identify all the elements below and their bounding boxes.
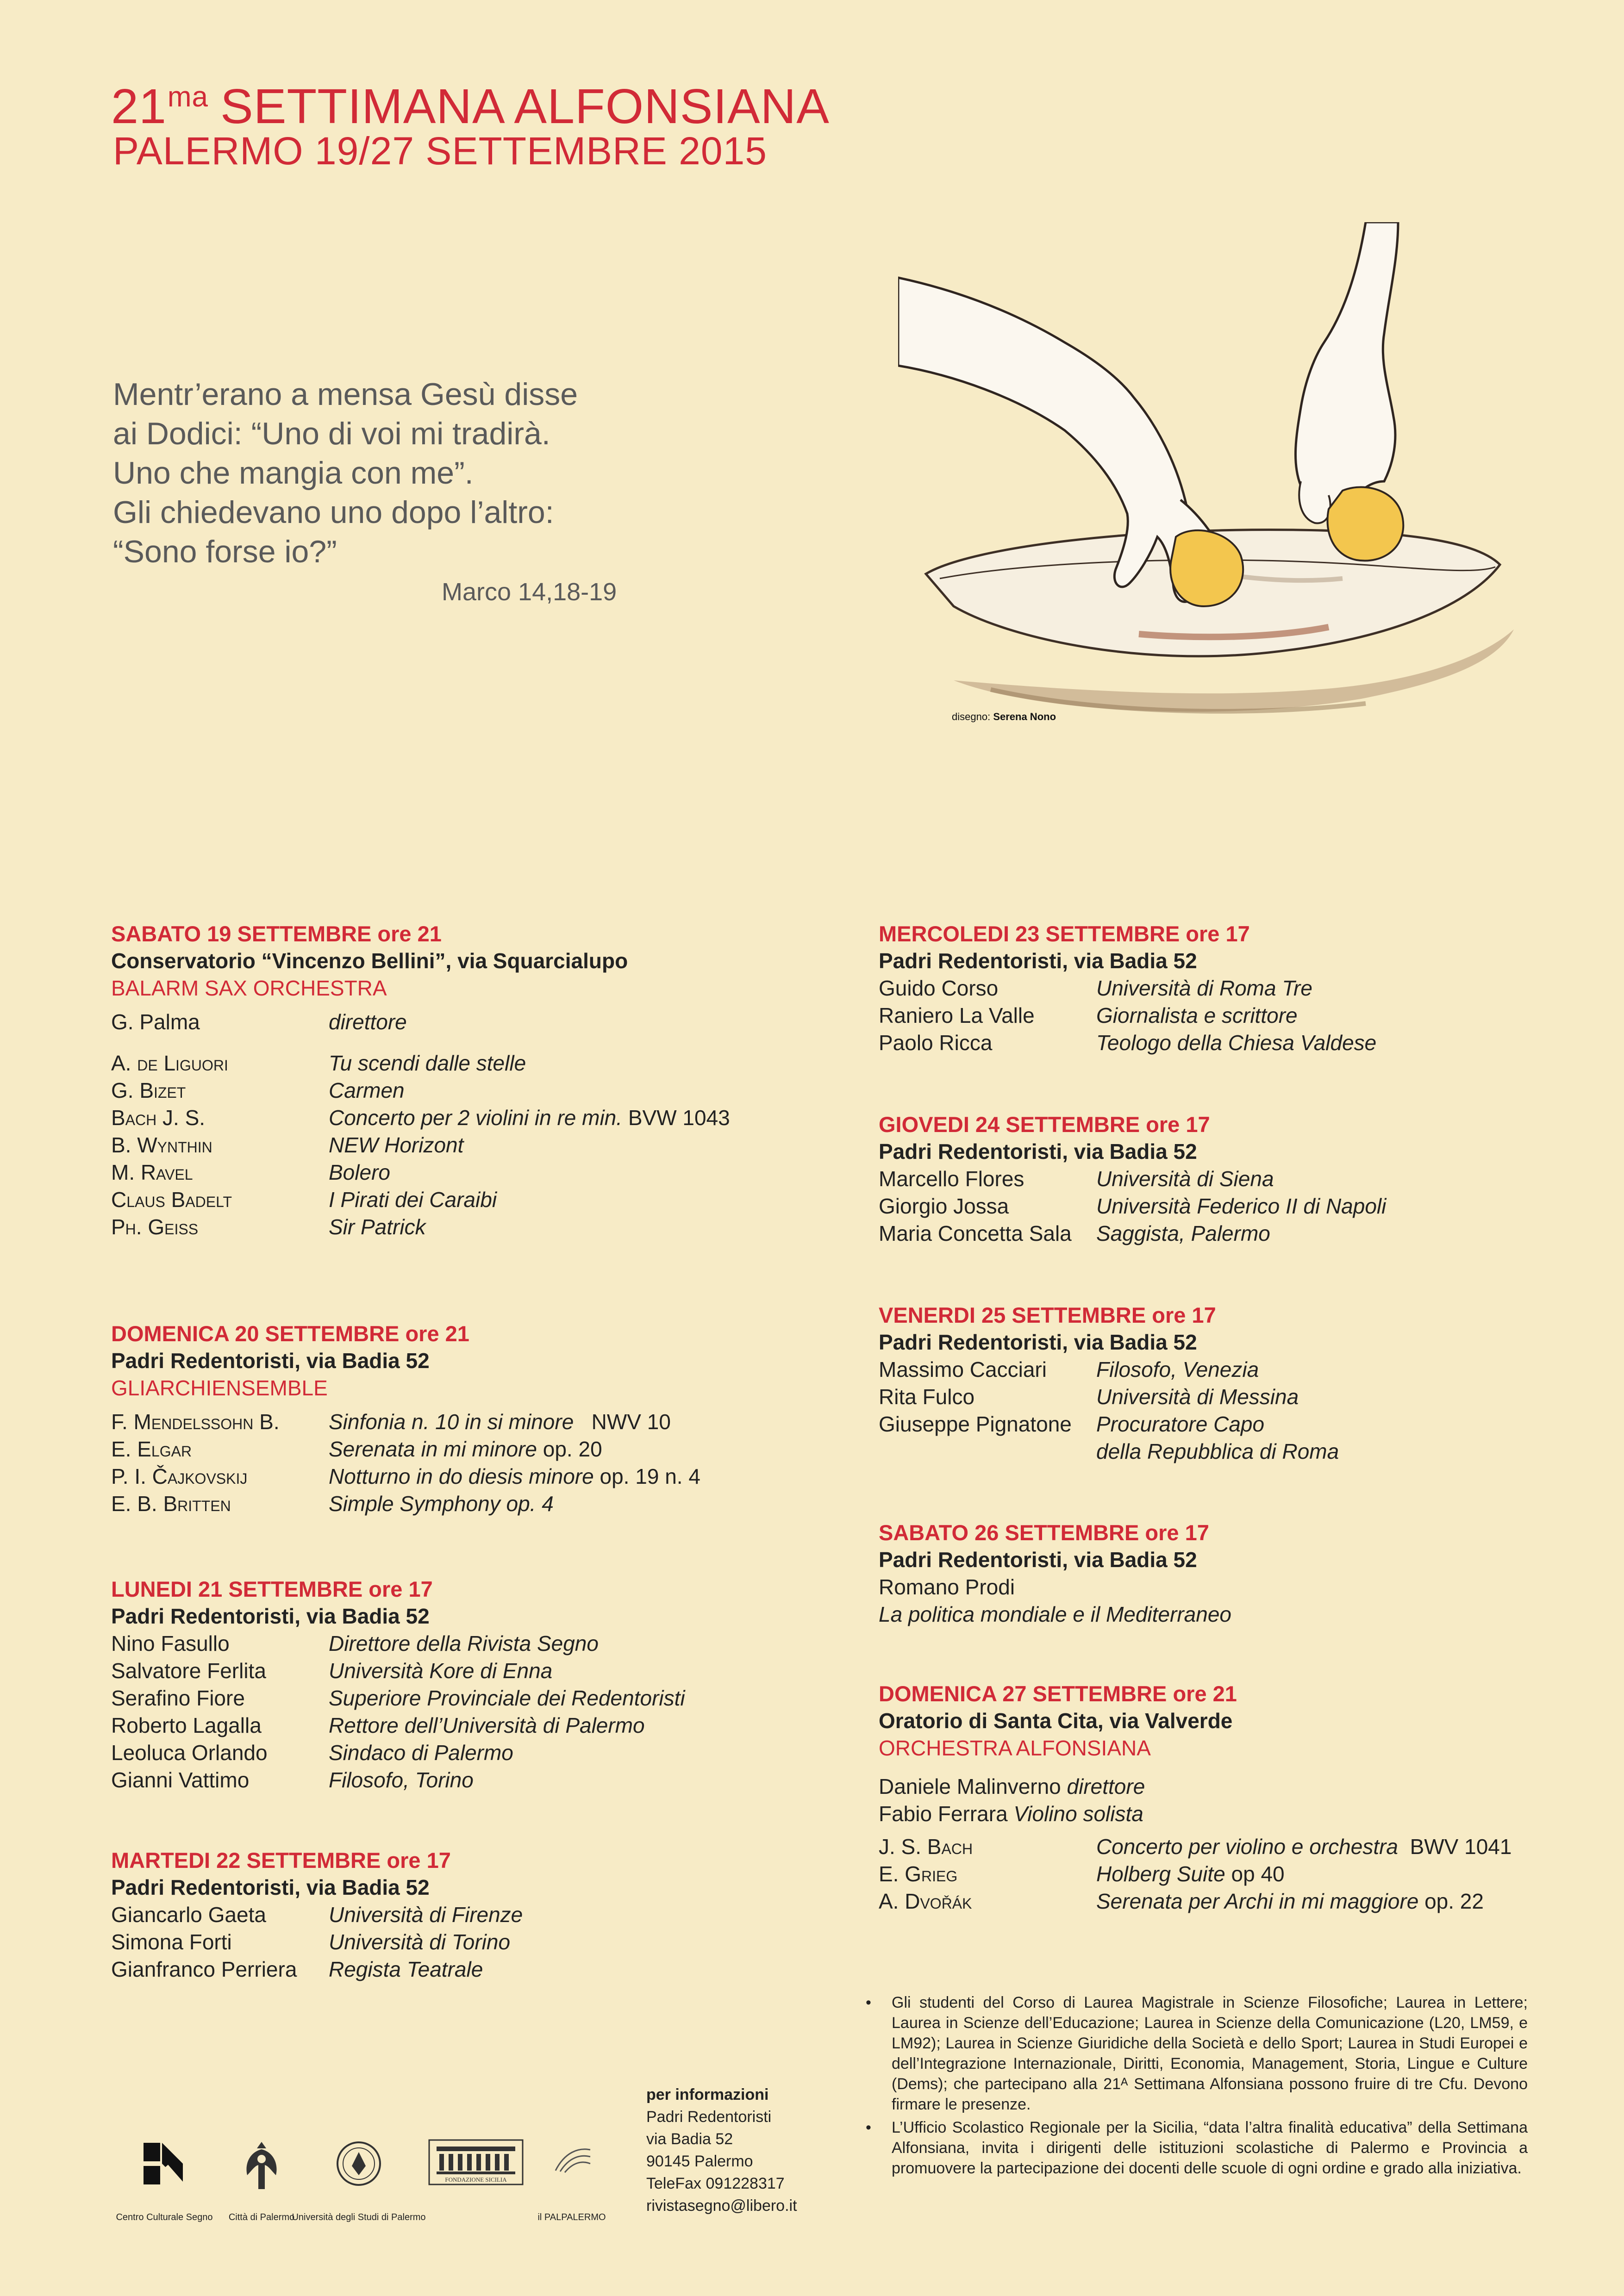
- catalog-number: op. 22: [1424, 1889, 1484, 1913]
- program-row: [111, 1463, 806, 1490]
- composer: Bach J. S.: [111, 1106, 206, 1130]
- event-venue: Padri Redentoristi, via Badia 52: [879, 1548, 1197, 1572]
- speaker-role: Superiore Provinciale dei Redentoristi: [329, 1686, 685, 1710]
- logo-unipa: [292, 2138, 426, 2222]
- director-row: [879, 1773, 1573, 1800]
- ensemble-name: BALARM SAX ORCHESTRA: [111, 976, 387, 1000]
- catalog-number: NWV 10: [591, 1410, 671, 1434]
- composer: Ph. Geiss: [111, 1215, 199, 1239]
- speaker-role: della Repubblica di Roma: [1096, 1439, 1339, 1463]
- speaker-role: Regista Teatrale: [329, 1957, 483, 1981]
- contact-heading: per informazioni: [646, 2086, 769, 2103]
- speaker-row: [879, 1383, 1573, 1411]
- palpalermo-icon: [546, 2138, 597, 2189]
- quote-line: “Sono forse io?”: [113, 534, 337, 569]
- speaker-role: Università di Messina: [1096, 1385, 1299, 1409]
- composer: A. de Liguori: [111, 1051, 228, 1075]
- speaker-name: Giuseppe Pignatone: [879, 1412, 1072, 1436]
- logo-caption: il PALPALERMO: [537, 2212, 606, 2222]
- credit-name: Serena Nono: [993, 711, 1056, 722]
- logo-wordmark: FONDAZIONE SICILIA: [445, 2176, 507, 2183]
- bullet-icon: •: [866, 2119, 871, 2136]
- speaker-role: Teologo della Chiesa Valdese: [1096, 1031, 1377, 1055]
- event-day: SABATO 26 SETTEMBRE ore 17: [879, 1520, 1209, 1545]
- event-venue: Padri Redentoristi, via Badia 52: [879, 1330, 1197, 1354]
- footnote: [866, 1992, 1528, 2115]
- director-role: direttore: [1067, 1774, 1145, 1798]
- speaker-role: Filosofo, Torino: [329, 1768, 474, 1792]
- work-title: Serenata per Archi in mi maggiore: [1096, 1889, 1419, 1913]
- contact-line: TeleFax 091228317: [646, 2175, 785, 2192]
- composer: A. Dvořák: [879, 1889, 972, 1913]
- logo-caption: Città di Palermo: [228, 2212, 295, 2222]
- event-venue: Padri Redentoristi, via Badia 52: [111, 1875, 430, 1899]
- work-title: Serenata in mi minore: [329, 1437, 537, 1461]
- program-row: [111, 1490, 806, 1518]
- event-venue: Conservatorio “Vincenzo Bellini”, via Squarcialupo: [111, 949, 628, 973]
- work-title: Notturno in do diesis minore: [329, 1464, 594, 1488]
- work-title: Concerto per violino e orchestra: [1096, 1835, 1398, 1859]
- director-row: [111, 1008, 806, 1036]
- logo-caption: Università degli Studi di Palermo: [292, 2212, 426, 2222]
- speaker-name: Paolo Ricca: [879, 1031, 993, 1055]
- hands-bowl-drawing: [898, 222, 1555, 736]
- logo-palermo: [222, 2138, 301, 2222]
- work: [1096, 1833, 1512, 1860]
- event-day: LUNEDI 21 SETTEMBRE ore 17: [111, 1577, 433, 1601]
- speaker-name: Nino Fasullo: [111, 1631, 230, 1655]
- composer: E. Grieg: [879, 1862, 958, 1886]
- program-row: [111, 1104, 806, 1132]
- program-row: [879, 1833, 1573, 1860]
- work: [1096, 1888, 1484, 1915]
- work: Bolero: [329, 1160, 390, 1184]
- event-tue22: [111, 1847, 806, 1983]
- work: Sir Patrick: [329, 1215, 426, 1239]
- event-sat19: [111, 920, 806, 1241]
- speaker-row: [879, 1356, 1573, 1383]
- footnote: [866, 2117, 1528, 2178]
- director-role: direttore: [329, 1010, 407, 1034]
- speaker-name: Rita Fulco: [879, 1385, 975, 1409]
- catalog-number: BVW 1043: [628, 1106, 730, 1130]
- speaker-role: Università Federico II di Napoli: [1096, 1194, 1387, 1218]
- drawing-credit: [952, 711, 1056, 723]
- speaker-name: Giorgio Jossa: [879, 1194, 1009, 1218]
- speaker-row: [879, 1438, 1573, 1465]
- logo-caption: Centro Culturale Segno: [116, 2212, 213, 2222]
- speaker-row: [879, 1193, 1573, 1220]
- fondazione-building-icon: [427, 2138, 525, 2189]
- speaker-name: Serafino Fiore: [111, 1686, 245, 1710]
- speaker-name: Roberto Lagalla: [111, 1713, 262, 1737]
- program-row: [111, 1408, 806, 1436]
- event-name: SETTIMANA ALFONSIANA: [220, 79, 830, 134]
- program-row: [111, 1132, 806, 1159]
- speaker-name: Gianfranco Perriera: [111, 1957, 297, 1981]
- composer: Claus Badelt: [111, 1188, 232, 1212]
- director-name: G. Palma: [111, 1010, 200, 1034]
- work: [329, 1436, 602, 1463]
- speaker-name: Gianni Vattimo: [111, 1768, 250, 1792]
- speaker-row: [879, 975, 1573, 1002]
- soloist-name: Fabio Ferrara: [879, 1802, 1008, 1826]
- program-row: [111, 1159, 806, 1186]
- speaker-row: [111, 1685, 806, 1712]
- page-title: [111, 69, 830, 134]
- credit-label: disegno:: [952, 711, 991, 722]
- speaker-row: [111, 1712, 806, 1739]
- event-day: SABATO 19 SETTEMBRE ore 21: [111, 921, 442, 946]
- event-venue: Padri Redentoristi, via Badia 52: [111, 1604, 430, 1628]
- program-row: [111, 1077, 806, 1104]
- footnote-text: Gli studenti del Corso di Laurea Magistrale in Scienze Filosofiche; Laurea in Lettere; Laurea in Scienze dell’Educazione; Laurea in Scienze della Comunicazione (L20, LM59, e LM92); Laurea in Scienze Giuridiche della Società e dello Sport; Laurea in Studi Europei e dell’Integrazione Internazionale, Diritti, Economia, Management, Storia, Lingue e Culture (Dems); che partecipano alla 21ᴬ Settimana Alfonsiana possono fruire di tre Cfu. Devono firmare le presenze.: [892, 1994, 1528, 2113]
- speaker-row: [111, 1901, 806, 1929]
- quote-line: Uno che mangia con me”.: [113, 455, 474, 491]
- event-venue: Padri Redentoristi, via Badia 52: [879, 949, 1197, 973]
- speaker-row: [879, 1029, 1573, 1057]
- contact-info: [646, 2084, 797, 2217]
- program-row: [111, 1050, 806, 1077]
- composer: G. Bizet: [111, 1078, 186, 1102]
- quote-line: Mentr’erano a mensa Gesù disse: [113, 377, 578, 412]
- speaker-name: Marcello Flores: [879, 1167, 1024, 1191]
- work: [329, 1463, 700, 1490]
- contact-email[interactable]: rivistasegno@libero.it: [646, 2197, 797, 2215]
- event-day: MARTEDI 22 SETTEMBRE ore 17: [111, 1848, 451, 1873]
- talk-topic: La politica mondiale e il Mediterraneo: [879, 1602, 1231, 1626]
- event-day: DOMENICA 27 SETTEMBRE ore 21: [879, 1681, 1237, 1706]
- speaker-name: Raniero La Valle: [879, 1003, 1035, 1027]
- contact-line: Padri Redentoristi: [646, 2108, 772, 2126]
- composer: M. Ravel: [111, 1160, 193, 1184]
- event-sun27: [879, 1680, 1573, 1915]
- event-fri25: [879, 1301, 1573, 1465]
- speaker-role: Sindaco di Palermo: [329, 1741, 513, 1765]
- composer: E. B. Britten: [111, 1492, 231, 1516]
- speaker-role: Rettore dell’Università di Palermo: [329, 1713, 645, 1737]
- event-thu24: [879, 1111, 1573, 1247]
- program-row: [111, 1213, 806, 1241]
- composer: B. Wynthin: [111, 1133, 212, 1157]
- speaker-role: Università Kore di Enna: [329, 1659, 553, 1683]
- logo-fondazione: [425, 2138, 527, 2191]
- speaker-role: Filosofo, Venezia: [1096, 1357, 1259, 1381]
- speaker-row: [879, 1220, 1573, 1247]
- speaker-row: [111, 1739, 806, 1767]
- quote-reference: Marco 14,18-19: [442, 578, 617, 606]
- speaker-role: Direttore della Rivista Segno: [329, 1631, 599, 1655]
- work: NEW Horizont: [329, 1133, 464, 1157]
- work-title: Concerto per 2 violini in re min.: [329, 1106, 623, 1130]
- footnote-text: L’Ufficio Scolastico Regionale per la Sicilia, “data l’altra finalità educativa” della Settimana Alfonsiana, invita i dirigenti delle istituzioni scolastiche di Palermo e Provincia a promuovere la partecipazione dei docenti delle scuole di ogni ordine e grado alla iniziativa.: [892, 2119, 1528, 2177]
- work: [329, 1408, 671, 1436]
- speaker-role: Giornalista e scrittore: [1096, 1003, 1298, 1027]
- page-subtitle: PALERMO 19/27 SETTEMBRE 2015: [113, 129, 768, 173]
- speaker-role: Università di Firenze: [329, 1903, 523, 1927]
- speaker-name: Romano Prodi: [879, 1575, 1015, 1599]
- work: I Pirati dei Caraibi: [329, 1188, 497, 1212]
- speaker-name: Leoluca Orlando: [111, 1741, 268, 1765]
- contact-line: via Badia 52: [646, 2130, 733, 2148]
- program-row: [879, 1860, 1573, 1888]
- work: Simple Symphony op. 4: [329, 1492, 554, 1516]
- catalog-number: op 40: [1231, 1862, 1285, 1886]
- speaker-role: Università di Roma Tre: [1096, 976, 1312, 1000]
- work: [1096, 1860, 1285, 1888]
- speaker-role: Saggista, Palermo: [1096, 1221, 1270, 1245]
- speaker-role: Università di Siena: [1096, 1167, 1274, 1191]
- speaker-name: Maria Concetta Sala: [879, 1221, 1072, 1245]
- event-sat26: [879, 1519, 1573, 1628]
- speaker-row: [111, 1956, 806, 1983]
- event-wed23: [879, 920, 1573, 1057]
- event-venue: Oratorio di Santa Cita, via Valverde: [879, 1709, 1233, 1733]
- work-title: Sinfonia n. 10 in si minore: [329, 1410, 574, 1434]
- event-day: MERCOLEDI 23 SETTEMBRE ore 17: [879, 921, 1250, 946]
- edition-suffix: ma: [167, 81, 209, 113]
- soloist-role: Violino solista: [1013, 1802, 1143, 1826]
- composer: J. S. Bach: [879, 1835, 973, 1859]
- footnotes: [866, 1992, 1528, 2181]
- speaker-role: Procuratore Capo: [1096, 1412, 1265, 1436]
- work: Carmen: [329, 1078, 405, 1102]
- speaker-row: [111, 1767, 806, 1794]
- speaker-row: [111, 1929, 806, 1956]
- program-row: [111, 1186, 806, 1213]
- speaker-name: Giancarlo Gaeta: [111, 1903, 266, 1927]
- work: Tu scendi dalle stelle: [329, 1051, 526, 1075]
- event-sun20: [111, 1320, 806, 1518]
- bullet-icon: •: [866, 1994, 871, 2011]
- ensemble-name: GLIARCHIENSEMBLE: [111, 1376, 328, 1400]
- composer: P. I. Čajkovskij: [111, 1464, 248, 1488]
- logo-segno: [111, 2138, 218, 2222]
- quote-line: ai Dodici: “Uno di voi mi tradirà.: [113, 416, 550, 451]
- speaker-name: Simona Forti: [111, 1930, 232, 1954]
- speaker-name: Salvatore Ferlita: [111, 1659, 266, 1683]
- composer: E. Elgar: [111, 1437, 192, 1461]
- speaker-name: Guido Corso: [879, 976, 999, 1000]
- work: [329, 1104, 730, 1132]
- event-mon21: [111, 1575, 806, 1794]
- segno-logo-icon: [139, 2138, 190, 2189]
- speaker-row: [879, 1002, 1573, 1029]
- composer: F. Mendelssohn B.: [111, 1410, 280, 1434]
- palermo-eagle-icon: [241, 2138, 282, 2198]
- speaker-role: Università di Torino: [329, 1930, 511, 1954]
- speaker-row: [879, 1411, 1573, 1438]
- catalog-number: BWV 1041: [1410, 1835, 1512, 1859]
- program-row: [111, 1436, 806, 1463]
- speaker-row: [111, 1657, 806, 1685]
- university-seal-icon: [333, 2138, 384, 2194]
- contact-line: 90145 Palermo: [646, 2153, 753, 2170]
- speaker-row: [111, 1630, 806, 1657]
- program-row: [879, 1888, 1573, 1915]
- speaker-name: Massimo Cacciari: [879, 1357, 1047, 1381]
- quote-line: Gli chiedevano uno dopo l’altro:: [113, 495, 554, 530]
- work-title: Holberg Suite: [1096, 1862, 1225, 1886]
- event-day: DOMENICA 20 SETTEMBRE ore 21: [111, 1321, 469, 1346]
- edition-number: 21: [111, 79, 167, 134]
- event-day: VENERDI 25 SETTEMBRE ore 17: [879, 1303, 1216, 1327]
- logo-palpalermo: [532, 2138, 611, 2222]
- soloist-row: [879, 1800, 1573, 1828]
- speaker-row: [879, 1165, 1573, 1193]
- event-day: GIOVEDI 24 SETTEMBRE ore 17: [879, 1112, 1210, 1137]
- ensemble-name: ORCHESTRA ALFONSIANA: [879, 1736, 1151, 1760]
- gospel-quote: [113, 375, 696, 572]
- director-name: Daniele Malinverno: [879, 1774, 1061, 1798]
- event-venue: Padri Redentoristi, via Badia 52: [111, 1349, 430, 1373]
- catalog-number: op. 19 n. 4: [600, 1464, 700, 1488]
- catalog-number: op. 20: [543, 1437, 602, 1461]
- event-venue: Padri Redentoristi, via Badia 52: [879, 1139, 1197, 1164]
